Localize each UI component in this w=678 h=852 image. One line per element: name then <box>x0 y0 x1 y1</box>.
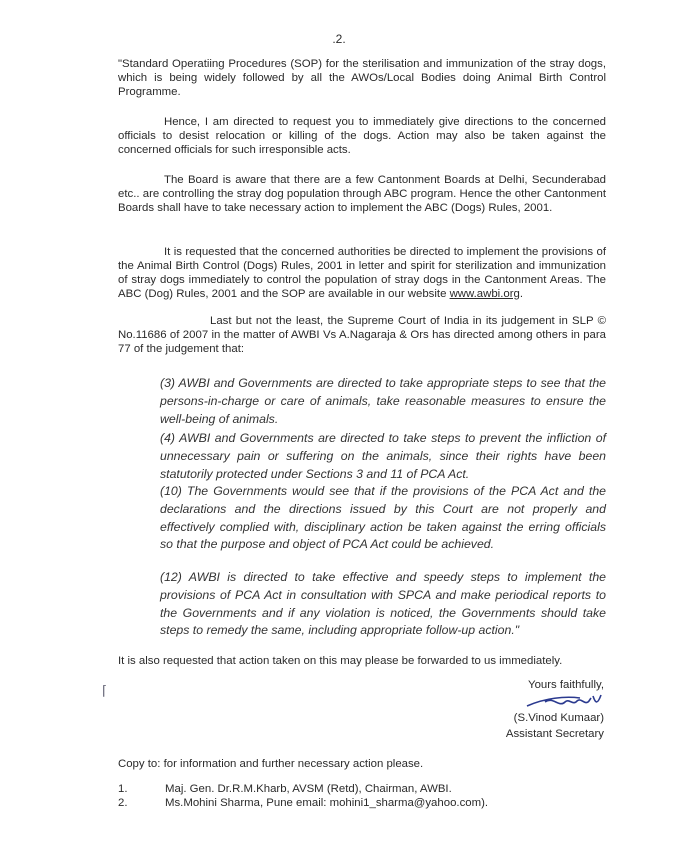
item-text: Maj. Gen. Dr.R.M.Kharb, AVSM (Retd), Chairman, AWBI. <box>165 783 452 795</box>
paragraph-implement-rules: It is requested that the concerned authorities be directed to implement the provisions of the Animal Birth Control (Dogs) Rules, 2001 in letter and spirit for sterilization and immunization of stray dogs immediately to control the population of stray dogs in the Cantonment Areas. The ABC (Dog) Rules, 2001 and the SOP are available in our website www.awbi.org. <box>118 246 606 300</box>
website-link[interactable]: www.awbi.org <box>449 287 520 300</box>
copy-to-heading: Copy to: for information and further necessary action please. <box>118 758 424 770</box>
paragraph-text: It is requested that the concerned authorities be directed to implement the provisions of the Animal Birth Control (Dogs) Rules, 2001 in letter and spirit for sterilization and immunization of stray dogs immediately to control the population of stray dogs in the Cantonment Areas. The ABC (Dog) Rules, 2001 and the SOP are available in our website <box>118 246 606 300</box>
salutation: Yours faithfully, <box>528 679 604 691</box>
copy-to-item <box>118 783 452 795</box>
item-number: 2. <box>118 797 128 809</box>
paragraph-sop: "Standard Operatiing Procedures (SOP) for the sterilisation and immunization of the stray dogs, which is being widely followed by all the AWOs/Local Bodies doing Animal Birth Control Programme. <box>118 58 606 98</box>
item-number: 1. <box>118 783 128 795</box>
copy-to-item <box>118 797 488 809</box>
paragraph-cantonment-boards: The Board is aware that there are a few Cantonment Boards at Delhi, Secunderabad etc.. are controlling the stray dog population through ABC program. Hence the other Cantonment Boards shall have to take necessary action to implement the ABC (Dogs) Rules, 2001. <box>118 174 606 214</box>
handwritten-signature <box>525 692 605 712</box>
signatory-title: Assistant Secretary <box>505 728 604 740</box>
closing-request: It is also requested that action taken on this may please be forwarded to us immediately. <box>118 655 563 667</box>
quote-para-10: (10) The Governments would see that if the provisions of the PCA Act and the declarations and the directions issued by this Court are not properly and effectively complied with, disciplinary action be taken against the erring officials so that the purpose and object of PCA Act could be achieved. <box>160 484 606 552</box>
page-number: .2. <box>332 32 346 46</box>
item-text: Ms.Mohini Sharma, Pune email: mohini1_sharma@yahoo.com). <box>165 797 489 809</box>
quote-para-4: (4) AWBI and Governments are directed to take steps to prevent the infliction of unnecessary pain or suffering on the animals, since their rights have been statutorily protected under Sections 3 and 11 of PCA Act. <box>160 431 606 481</box>
margin-mark-icon: ⌈ <box>102 683 108 698</box>
paragraph-request-directions: Hence, I am directed to request you to immediately give directions to the concerned officials to desist relocation or killing of the dogs. Action may also be taken against the concerned officials for such irresponsible acts. <box>118 116 606 156</box>
paragraph-supreme-court: Last but not the least, the Supreme Court of India in its judgement in SLP © No.11686 of 2007 in the matter of AWBI Vs A.Nagaraja & Ors has directed among others in para 77 of the judgement that: <box>118 315 606 355</box>
quote-para-3: (3) AWBI and Governments are directed to take appropriate steps to see that the persons-in-charge or care of animals, take reasonable measures to ensure the well-being of animals. <box>160 376 606 426</box>
quote-para-12: (12) AWBI is directed to take effective and speedy steps to implement the provisions of PCA Act in consultation with SPCA and make periodical reports to the Governments and if any violation is noticed, the Governments should take steps to remedy the same, including appropriate follow-up action." <box>160 570 606 638</box>
signatory-name: (S.Vinod Kumaar) <box>513 712 604 724</box>
